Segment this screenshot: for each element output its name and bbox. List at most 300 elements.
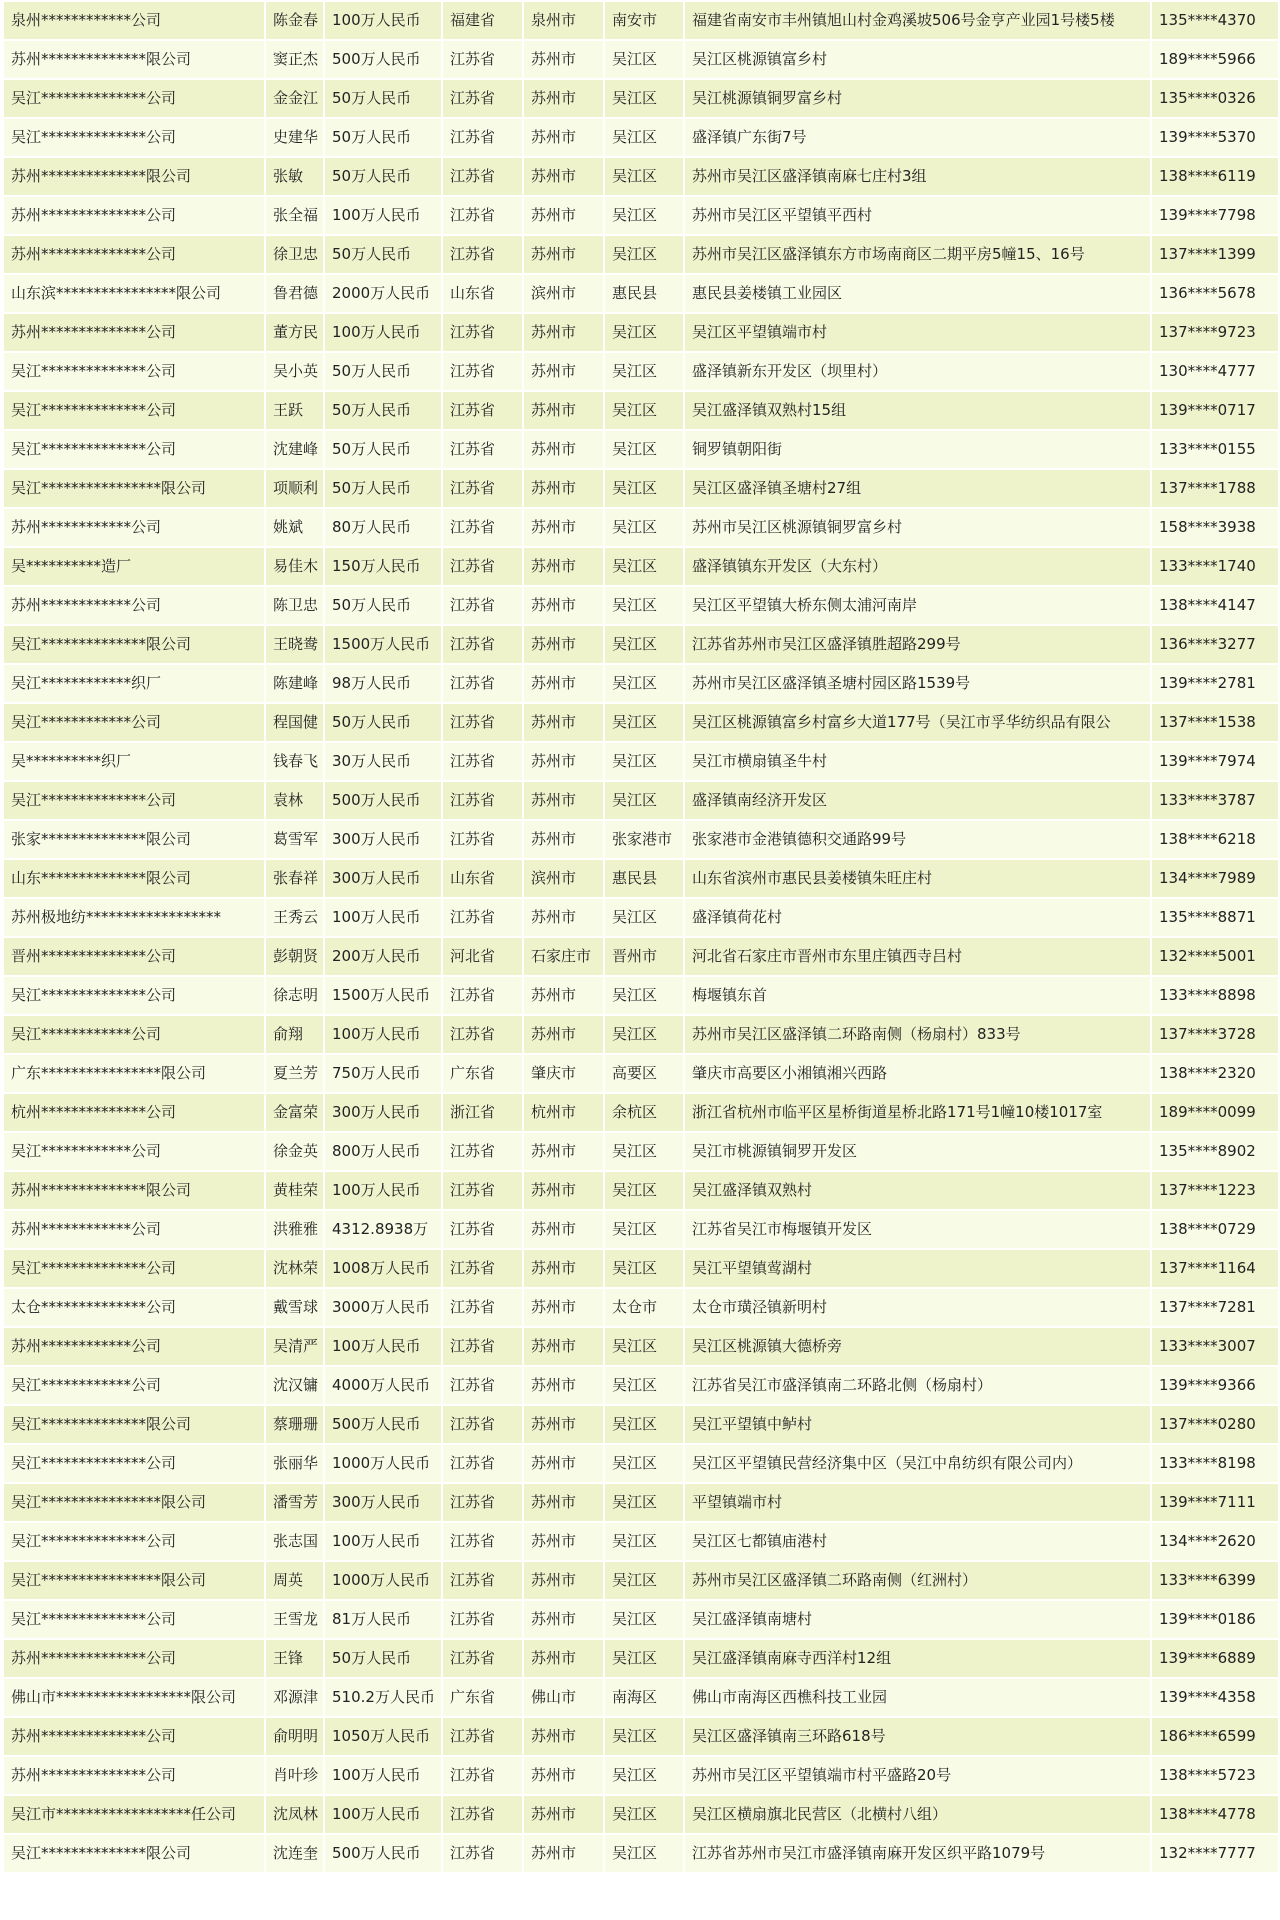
city-cell: 苏州市 xyxy=(524,158,603,195)
legal-rep-cell: 姚斌 xyxy=(266,509,323,546)
city-cell: 苏州市 xyxy=(524,626,603,663)
city-cell: 苏州市 xyxy=(524,80,603,117)
legal-rep-cell: 钱春飞 xyxy=(266,743,323,780)
address-cell: 吴江桃源镇铜罗富乡村 xyxy=(685,80,1150,117)
address-cell: 太仓市璜泾镇新明村 xyxy=(685,1289,1150,1326)
phone-cell: 137****0280 xyxy=(1152,1406,1278,1443)
table-row xyxy=(4,431,1278,468)
company-name-cell: 吴江**************公司 xyxy=(4,1445,264,1482)
company-name-cell: 苏州************公司 xyxy=(4,509,264,546)
address-cell: 苏州市吴江区平望镇平西村 xyxy=(685,197,1150,234)
table-row xyxy=(4,1601,1278,1638)
table-row xyxy=(4,1250,1278,1287)
province-cell: 广东省 xyxy=(443,1055,522,1092)
city-cell: 泉州市 xyxy=(524,2,603,39)
legal-rep-cell: 潘雪芳 xyxy=(266,1484,323,1521)
address-cell: 苏州市吴江区盛泽镇二环路南侧（红洲村） xyxy=(685,1562,1150,1599)
registered-capital-cell: 1000万人民币 xyxy=(325,1562,441,1599)
phone-cell: 133****3787 xyxy=(1152,782,1278,819)
registered-capital-cell: 750万人民币 xyxy=(325,1055,441,1092)
city-cell: 苏州市 xyxy=(524,743,603,780)
company-name-cell: 苏州**************公司 xyxy=(4,1757,264,1794)
address-cell: 吴江区桃源镇富乡村富乡大道177号（吴江市孚华纺织品有限公 xyxy=(685,704,1150,741)
address-cell: 吴江区七都镇庙港村 xyxy=(685,1523,1150,1560)
registered-capital-cell: 50万人民币 xyxy=(325,119,441,156)
province-cell: 山东省 xyxy=(443,860,522,897)
legal-rep-cell: 张志国 xyxy=(266,1523,323,1560)
address-cell: 盛泽镇荷花村 xyxy=(685,899,1150,936)
district-cell: 余杭区 xyxy=(605,1094,683,1131)
registered-capital-cell: 50万人民币 xyxy=(325,470,441,507)
province-cell: 江苏省 xyxy=(443,314,522,351)
city-cell: 苏州市 xyxy=(524,1484,603,1521)
district-cell: 张家港市 xyxy=(605,821,683,858)
province-cell: 江苏省 xyxy=(443,1523,522,1560)
province-cell: 江苏省 xyxy=(443,548,522,585)
district-cell: 吴江区 xyxy=(605,1562,683,1599)
company-name-cell: 苏州**************公司 xyxy=(4,1718,264,1755)
registered-capital-cell: 50万人民币 xyxy=(325,158,441,195)
address-cell: 苏州市吴江区平望镇端市村平盛路20号 xyxy=(685,1757,1150,1794)
legal-rep-cell: 徐卫忠 xyxy=(266,236,323,273)
company-name-cell: 广东****************限公司 xyxy=(4,1055,264,1092)
company-name-cell: 吴江**************公司 xyxy=(4,1601,264,1638)
legal-rep-cell: 袁林 xyxy=(266,782,323,819)
legal-rep-cell: 金金江 xyxy=(266,80,323,117)
city-cell: 苏州市 xyxy=(524,41,603,78)
phone-cell: 138****0729 xyxy=(1152,1211,1278,1248)
city-cell: 苏州市 xyxy=(524,1133,603,1170)
legal-rep-cell: 邓源津 xyxy=(266,1679,323,1716)
legal-rep-cell: 王跃 xyxy=(266,392,323,429)
district-cell: 吴江区 xyxy=(605,587,683,624)
table-row xyxy=(4,1757,1278,1794)
company-name-cell: 苏州**************限公司 xyxy=(4,41,264,78)
address-cell: 苏州市吴江区桃源镇铜罗富乡村 xyxy=(685,509,1150,546)
address-cell: 山东省滨州市惠民县姜楼镇朱旺庄村 xyxy=(685,860,1150,897)
city-cell: 苏州市 xyxy=(524,1172,603,1209)
registered-capital-cell: 81万人民币 xyxy=(325,1601,441,1638)
city-cell: 苏州市 xyxy=(524,587,603,624)
legal-rep-cell: 项顺利 xyxy=(266,470,323,507)
phone-cell: 139****6889 xyxy=(1152,1640,1278,1677)
legal-rep-cell: 王雪龙 xyxy=(266,1601,323,1638)
table-row xyxy=(4,860,1278,897)
city-cell: 滨州市 xyxy=(524,860,603,897)
city-cell: 苏州市 xyxy=(524,1250,603,1287)
district-cell: 吴江区 xyxy=(605,1640,683,1677)
company-name-cell: 张家**************限公司 xyxy=(4,821,264,858)
province-cell: 江苏省 xyxy=(443,470,522,507)
province-cell: 江苏省 xyxy=(443,743,522,780)
district-cell: 惠民县 xyxy=(605,860,683,897)
phone-cell: 133****0155 xyxy=(1152,431,1278,468)
registered-capital-cell: 500万人民币 xyxy=(325,1835,441,1872)
table-row xyxy=(4,938,1278,975)
district-cell: 吴江区 xyxy=(605,782,683,819)
province-cell: 江苏省 xyxy=(443,626,522,663)
province-cell: 江苏省 xyxy=(443,1640,522,1677)
address-cell: 浙江省杭州市临平区星桥街道星桥北路171号1幢10楼1017室 xyxy=(685,1094,1150,1131)
province-cell: 江苏省 xyxy=(443,1406,522,1443)
phone-cell: 138****4147 xyxy=(1152,587,1278,624)
province-cell: 河北省 xyxy=(443,938,522,975)
district-cell: 吴江区 xyxy=(605,704,683,741)
table-row xyxy=(4,197,1278,234)
registered-capital-cell: 50万人民币 xyxy=(325,431,441,468)
registered-capital-cell: 500万人民币 xyxy=(325,41,441,78)
table-row xyxy=(4,821,1278,858)
legal-rep-cell: 肖叶珍 xyxy=(266,1757,323,1794)
province-cell: 江苏省 xyxy=(443,41,522,78)
table-row xyxy=(4,158,1278,195)
table-row xyxy=(4,1679,1278,1716)
address-cell: 苏州市吴江区盛泽镇南麻七庄村3组 xyxy=(685,158,1150,195)
district-cell: 吴江区 xyxy=(605,353,683,390)
company-name-cell: 吴江**************公司 xyxy=(4,353,264,390)
legal-rep-cell: 程国健 xyxy=(266,704,323,741)
legal-rep-cell: 史建华 xyxy=(266,119,323,156)
province-cell: 江苏省 xyxy=(443,1172,522,1209)
address-cell: 吴江区盛泽镇南三环路618号 xyxy=(685,1718,1150,1755)
company-name-cell: 山东滨****************限公司 xyxy=(4,275,264,312)
address-cell: 佛山市南海区西樵科技工业园 xyxy=(685,1679,1150,1716)
province-cell: 江苏省 xyxy=(443,353,522,390)
address-cell: 吴江区平望镇民营经济集中区（吴江中帛纺织有限公司内） xyxy=(685,1445,1150,1482)
table-row xyxy=(4,1094,1278,1131)
table-row xyxy=(4,743,1278,780)
phone-cell: 139****0186 xyxy=(1152,1601,1278,1638)
province-cell: 江苏省 xyxy=(443,821,522,858)
legal-rep-cell: 陈建峰 xyxy=(266,665,323,702)
company-name-cell: 吴江**************公司 xyxy=(4,80,264,117)
district-cell: 吴江区 xyxy=(605,1367,683,1404)
city-cell: 苏州市 xyxy=(524,1289,603,1326)
city-cell: 苏州市 xyxy=(524,1757,603,1794)
registered-capital-cell: 50万人民币 xyxy=(325,353,441,390)
phone-cell: 135****0326 xyxy=(1152,80,1278,117)
address-cell: 盛泽镇广东街7号 xyxy=(685,119,1150,156)
city-cell: 苏州市 xyxy=(524,470,603,507)
district-cell: 吴江区 xyxy=(605,1445,683,1482)
legal-rep-cell: 鲁君德 xyxy=(266,275,323,312)
address-cell: 苏州市吴江区盛泽镇东方市场南商区二期平房5幢15、16号 xyxy=(685,236,1150,273)
registered-capital-cell: 300万人民币 xyxy=(325,821,441,858)
legal-rep-cell: 葛雪军 xyxy=(266,821,323,858)
province-cell: 江苏省 xyxy=(443,119,522,156)
registered-capital-cell: 2000万人民币 xyxy=(325,275,441,312)
province-cell: 江苏省 xyxy=(443,1367,522,1404)
province-cell: 江苏省 xyxy=(443,1562,522,1599)
table-row xyxy=(4,470,1278,507)
address-cell: 惠民县姜楼镇工业园区 xyxy=(685,275,1150,312)
city-cell: 杭州市 xyxy=(524,1094,603,1131)
registered-capital-cell: 500万人民币 xyxy=(325,1406,441,1443)
province-cell: 江苏省 xyxy=(443,197,522,234)
legal-rep-cell: 夏兰芳 xyxy=(266,1055,323,1092)
table-row xyxy=(4,1406,1278,1443)
registered-capital-cell: 80万人民币 xyxy=(325,509,441,546)
table-row xyxy=(4,1523,1278,1560)
table-row xyxy=(4,626,1278,663)
district-cell: 吴江区 xyxy=(605,236,683,273)
registered-capital-cell: 100万人民币 xyxy=(325,1757,441,1794)
registered-capital-cell: 1500万人民币 xyxy=(325,977,441,1014)
city-cell: 滨州市 xyxy=(524,275,603,312)
legal-rep-cell: 金富荣 xyxy=(266,1094,323,1131)
district-cell: 吴江区 xyxy=(605,1601,683,1638)
phone-cell: 138****5723 xyxy=(1152,1757,1278,1794)
province-cell: 江苏省 xyxy=(443,1445,522,1482)
address-cell: 盛泽镇新东开发区（坝里村） xyxy=(685,353,1150,390)
address-cell: 福建省南安市丰州镇旭山村金鸡溪坡506号金亨产业园1号楼5楼 xyxy=(685,2,1150,39)
registered-capital-cell: 1008万人民币 xyxy=(325,1250,441,1287)
company-name-cell: 吴**********造厂 xyxy=(4,548,264,585)
phone-cell: 139****7798 xyxy=(1152,197,1278,234)
company-list-body xyxy=(4,2,1278,1872)
company-name-cell: 苏州**************限公司 xyxy=(4,1172,264,1209)
city-cell: 苏州市 xyxy=(524,1328,603,1365)
province-cell: 江苏省 xyxy=(443,1835,522,1872)
district-cell: 晋州市 xyxy=(605,938,683,975)
legal-rep-cell: 沈汉镛 xyxy=(266,1367,323,1404)
company-name-cell: 吴江**************公司 xyxy=(4,431,264,468)
company-name-cell: 吴江************织厂 xyxy=(4,665,264,702)
phone-cell: 135****4370 xyxy=(1152,2,1278,39)
phone-cell: 137****9723 xyxy=(1152,314,1278,351)
province-cell: 山东省 xyxy=(443,275,522,312)
city-cell: 苏州市 xyxy=(524,1445,603,1482)
phone-cell: 132****5001 xyxy=(1152,938,1278,975)
registered-capital-cell: 100万人民币 xyxy=(325,1796,441,1833)
company-name-cell: 苏州**************公司 xyxy=(4,236,264,273)
company-name-cell: 吴江**************公司 xyxy=(4,782,264,819)
table-row xyxy=(4,1562,1278,1599)
province-cell: 江苏省 xyxy=(443,392,522,429)
phone-cell: 158****3938 xyxy=(1152,509,1278,546)
company-name-cell: 吴江**************公司 xyxy=(4,392,264,429)
address-cell: 铜罗镇朝阳街 xyxy=(685,431,1150,468)
phone-cell: 133****8198 xyxy=(1152,1445,1278,1482)
district-cell: 吴江区 xyxy=(605,743,683,780)
phone-cell: 133****8898 xyxy=(1152,977,1278,1014)
phone-cell: 133****3007 xyxy=(1152,1328,1278,1365)
city-cell: 苏州市 xyxy=(524,548,603,585)
registered-capital-cell: 50万人民币 xyxy=(325,236,441,273)
district-cell: 吴江区 xyxy=(605,314,683,351)
legal-rep-cell: 戴雪球 xyxy=(266,1289,323,1326)
district-cell: 吴江区 xyxy=(605,80,683,117)
city-cell: 苏州市 xyxy=(524,431,603,468)
phone-cell: 138****6119 xyxy=(1152,158,1278,195)
province-cell: 江苏省 xyxy=(443,509,522,546)
registered-capital-cell: 100万人民币 xyxy=(325,1016,441,1053)
registered-capital-cell: 100万人民币 xyxy=(325,1172,441,1209)
table-row xyxy=(4,782,1278,819)
phone-cell: 139****2781 xyxy=(1152,665,1278,702)
registered-capital-cell: 98万人民币 xyxy=(325,665,441,702)
address-cell: 江苏省吴江市梅堰镇开发区 xyxy=(685,1211,1150,1248)
province-cell: 江苏省 xyxy=(443,1133,522,1170)
registered-capital-cell: 1050万人民币 xyxy=(325,1718,441,1755)
address-cell: 肇庆市高要区小湘镇湘兴西路 xyxy=(685,1055,1150,1092)
table-row xyxy=(4,1445,1278,1482)
district-cell: 吴江区 xyxy=(605,1835,683,1872)
address-cell: 盛泽镇南经济开发区 xyxy=(685,782,1150,819)
phone-cell: 137****1538 xyxy=(1152,704,1278,741)
district-cell: 南安市 xyxy=(605,2,683,39)
phone-cell: 139****4358 xyxy=(1152,1679,1278,1716)
address-cell: 苏州市吴江区盛泽镇圣塘村园区路1539号 xyxy=(685,665,1150,702)
district-cell: 吴江区 xyxy=(605,119,683,156)
registered-capital-cell: 4312.8938万 xyxy=(325,1211,441,1248)
legal-rep-cell: 洪雅雅 xyxy=(266,1211,323,1248)
table-row xyxy=(4,1367,1278,1404)
city-cell: 佛山市 xyxy=(524,1679,603,1716)
legal-rep-cell: 周英 xyxy=(266,1562,323,1599)
company-name-cell: 太仓**************公司 xyxy=(4,1289,264,1326)
city-cell: 苏州市 xyxy=(524,782,603,819)
city-cell: 苏州市 xyxy=(524,977,603,1014)
company-name-cell: 苏州**************公司 xyxy=(4,1640,264,1677)
legal-rep-cell: 窦正杰 xyxy=(266,41,323,78)
city-cell: 苏州市 xyxy=(524,119,603,156)
table-row xyxy=(4,1796,1278,1833)
address-cell: 吴江区平望镇端市村 xyxy=(685,314,1150,351)
legal-rep-cell: 吴小英 xyxy=(266,353,323,390)
company-name-cell: 晋州**************公司 xyxy=(4,938,264,975)
phone-cell: 138****4778 xyxy=(1152,1796,1278,1833)
registered-capital-cell: 300万人民币 xyxy=(325,1094,441,1131)
phone-cell: 139****5370 xyxy=(1152,119,1278,156)
legal-rep-cell: 董方民 xyxy=(266,314,323,351)
table-row xyxy=(4,1718,1278,1755)
province-cell: 江苏省 xyxy=(443,899,522,936)
table-row xyxy=(4,977,1278,1014)
province-cell: 江苏省 xyxy=(443,1757,522,1794)
address-cell: 梅堰镇东首 xyxy=(685,977,1150,1014)
phone-cell: 136****3277 xyxy=(1152,626,1278,663)
phone-cell: 189****5966 xyxy=(1152,41,1278,78)
city-cell: 苏州市 xyxy=(524,704,603,741)
phone-cell: 139****0717 xyxy=(1152,392,1278,429)
company-name-cell: 苏州************公司 xyxy=(4,587,264,624)
phone-cell: 138****6218 xyxy=(1152,821,1278,858)
address-cell: 盛泽镇镇东开发区（大东村） xyxy=(685,548,1150,585)
table-row xyxy=(4,236,1278,273)
phone-cell: 133****6399 xyxy=(1152,1562,1278,1599)
company-name-cell: 山东**************限公司 xyxy=(4,860,264,897)
city-cell: 苏州市 xyxy=(524,821,603,858)
district-cell: 吴江区 xyxy=(605,1133,683,1170)
district-cell: 吴江区 xyxy=(605,1757,683,1794)
registered-capital-cell: 50万人民币 xyxy=(325,1640,441,1677)
company-name-cell: 吴江**************公司 xyxy=(4,1523,264,1560)
phone-cell: 139****7111 xyxy=(1152,1484,1278,1521)
table-row xyxy=(4,1289,1278,1326)
registered-capital-cell: 3000万人民币 xyxy=(325,1289,441,1326)
legal-rep-cell: 沈凤林 xyxy=(266,1796,323,1833)
company-name-cell: 吴江**************限公司 xyxy=(4,626,264,663)
company-name-cell: 吴江**************限公司 xyxy=(4,1406,264,1443)
table-row xyxy=(4,1835,1278,1872)
legal-rep-cell: 陈金春 xyxy=(266,2,323,39)
city-cell: 苏州市 xyxy=(524,197,603,234)
table-row xyxy=(4,899,1278,936)
company-name-cell: 苏州极地纺****************** xyxy=(4,899,264,936)
address-cell: 吴江盛泽镇双熟村 xyxy=(685,1172,1150,1209)
table-row xyxy=(4,1211,1278,1248)
registered-capital-cell: 1500万人民币 xyxy=(325,626,441,663)
table-row xyxy=(4,353,1278,390)
phone-cell: 137****1399 xyxy=(1152,236,1278,273)
table-row xyxy=(4,1133,1278,1170)
company-name-cell: 吴江****************限公司 xyxy=(4,1484,264,1521)
phone-cell: 134****7989 xyxy=(1152,860,1278,897)
registered-capital-cell: 50万人民币 xyxy=(325,704,441,741)
province-cell: 江苏省 xyxy=(443,1289,522,1326)
province-cell: 江苏省 xyxy=(443,80,522,117)
address-cell: 江苏省苏州市吴江市盛泽镇南麻开发区织平路1079号 xyxy=(685,1835,1150,1872)
company-name-cell: 吴江**************公司 xyxy=(4,1250,264,1287)
legal-rep-cell: 蔡珊珊 xyxy=(266,1406,323,1443)
table-row xyxy=(4,314,1278,351)
phone-cell: 132****7777 xyxy=(1152,1835,1278,1872)
district-cell: 吴江区 xyxy=(605,1250,683,1287)
company-name-cell: 泉州************公司 xyxy=(4,2,264,39)
district-cell: 吴江区 xyxy=(605,158,683,195)
company-list-table xyxy=(2,0,1280,1874)
city-cell: 苏州市 xyxy=(524,1601,603,1638)
company-name-cell: 杭州**************公司 xyxy=(4,1094,264,1131)
city-cell: 苏州市 xyxy=(524,1562,603,1599)
address-cell: 江苏省吴江市盛泽镇南二环路北侧（杨扇村） xyxy=(685,1367,1150,1404)
table-row xyxy=(4,1016,1278,1053)
phone-cell: 130****4777 xyxy=(1152,353,1278,390)
registered-capital-cell: 50万人民币 xyxy=(325,80,441,117)
province-cell: 江苏省 xyxy=(443,782,522,819)
address-cell: 平望镇端市村 xyxy=(685,1484,1150,1521)
legal-rep-cell: 王锋 xyxy=(266,1640,323,1677)
legal-rep-cell: 沈建峰 xyxy=(266,431,323,468)
registered-capital-cell: 100万人民币 xyxy=(325,314,441,351)
company-name-cell: 苏州**************公司 xyxy=(4,314,264,351)
table-row xyxy=(4,119,1278,156)
province-cell: 江苏省 xyxy=(443,236,522,273)
address-cell: 吴江盛泽镇双熟村15组 xyxy=(685,392,1150,429)
registered-capital-cell: 50万人民币 xyxy=(325,587,441,624)
phone-cell: 134****2620 xyxy=(1152,1523,1278,1560)
legal-rep-cell: 王秀云 xyxy=(266,899,323,936)
legal-rep-cell: 徐金英 xyxy=(266,1133,323,1170)
province-cell: 江苏省 xyxy=(443,587,522,624)
city-cell: 苏州市 xyxy=(524,1718,603,1755)
district-cell: 吴江区 xyxy=(605,1718,683,1755)
company-name-cell: 吴江****************限公司 xyxy=(4,470,264,507)
legal-rep-cell: 陈卫忠 xyxy=(266,587,323,624)
company-name-cell: 吴江************公司 xyxy=(4,1367,264,1404)
address-cell: 吴江平望镇莺湖村 xyxy=(685,1250,1150,1287)
province-cell: 江苏省 xyxy=(443,1250,522,1287)
district-cell: 吴江区 xyxy=(605,197,683,234)
legal-rep-cell: 张春祥 xyxy=(266,860,323,897)
company-name-cell: 苏州************公司 xyxy=(4,1328,264,1365)
legal-rep-cell: 王晓鸯 xyxy=(266,626,323,663)
table-row xyxy=(4,2,1278,39)
phone-cell: 137****1788 xyxy=(1152,470,1278,507)
legal-rep-cell: 俞明明 xyxy=(266,1718,323,1755)
province-cell: 江苏省 xyxy=(443,431,522,468)
